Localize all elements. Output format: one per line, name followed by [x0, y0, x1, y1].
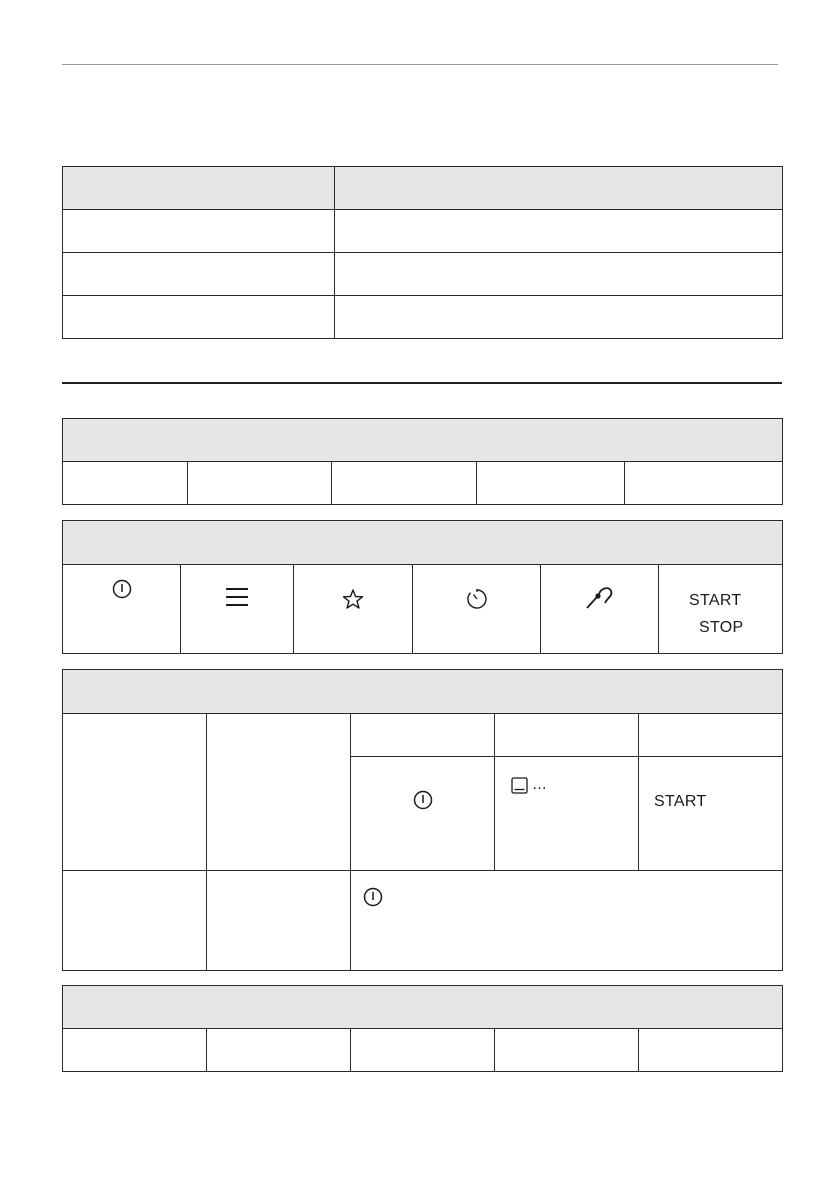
table-cell	[63, 210, 335, 253]
table-5-header	[63, 986, 783, 1029]
table-row	[63, 253, 783, 296]
section-rule	[62, 382, 782, 384]
table-cell	[335, 210, 783, 253]
table-cell	[495, 714, 639, 757]
control-panel-icons-row	[63, 565, 783, 654]
table-cell	[63, 871, 207, 971]
start-cell	[639, 757, 783, 871]
table-1-header-row	[63, 167, 783, 210]
table-cell	[332, 462, 477, 505]
table-row	[63, 210, 783, 253]
oven-icon	[511, 777, 528, 794]
power-cell	[351, 757, 495, 871]
table-row	[63, 1029, 783, 1072]
table-cell	[63, 462, 188, 505]
stop-label: STOP	[699, 619, 744, 636]
table-cell	[63, 253, 335, 296]
oven-function-cell	[495, 757, 639, 871]
control-panel-header	[63, 521, 783, 565]
menu-icon	[225, 587, 249, 607]
table-row	[63, 296, 783, 339]
table-5	[62, 985, 783, 1072]
power-icon	[363, 887, 383, 907]
timer-icon	[466, 588, 488, 610]
control-panel-table	[62, 520, 783, 654]
star-icon	[342, 589, 364, 609]
start-stop-cell	[659, 565, 783, 654]
table-2	[62, 418, 783, 505]
table-cell	[63, 1029, 207, 1072]
table-cell	[63, 714, 207, 871]
power-icon	[112, 579, 132, 599]
power-icon	[413, 790, 433, 810]
menu-cell	[181, 565, 294, 654]
table-cell	[207, 1029, 351, 1072]
table-cell	[335, 296, 783, 339]
timer-cell	[413, 565, 541, 654]
favourite-cell	[294, 565, 413, 654]
power-cell	[63, 565, 181, 654]
table-cell	[639, 714, 783, 757]
table-cell	[495, 1029, 639, 1072]
start-label: START	[689, 592, 742, 609]
food-probe-icon	[583, 585, 617, 611]
table-1-header-cell	[63, 167, 335, 210]
table-1	[62, 166, 783, 339]
table-row	[63, 871, 783, 971]
ellipsis-text: ...	[532, 776, 547, 793]
table-cell	[639, 1029, 783, 1072]
start-label: START	[654, 793, 707, 810]
table-2-header	[63, 419, 783, 462]
table-cell	[351, 714, 495, 757]
table-cell	[188, 462, 332, 505]
table-cell	[63, 296, 335, 339]
power-note-cell	[351, 871, 783, 971]
table-cell	[477, 462, 625, 505]
table-4	[62, 669, 783, 971]
table-cell	[335, 253, 783, 296]
table-row	[63, 714, 783, 757]
table-cell	[207, 871, 351, 971]
table-4-header	[63, 670, 783, 714]
table-cell	[625, 462, 783, 505]
table-cell	[351, 1029, 495, 1072]
header-rule	[62, 64, 778, 65]
table-row	[63, 462, 783, 505]
table-cell	[207, 714, 351, 871]
probe-cell	[541, 565, 659, 654]
table-1-header-cell	[335, 167, 783, 210]
